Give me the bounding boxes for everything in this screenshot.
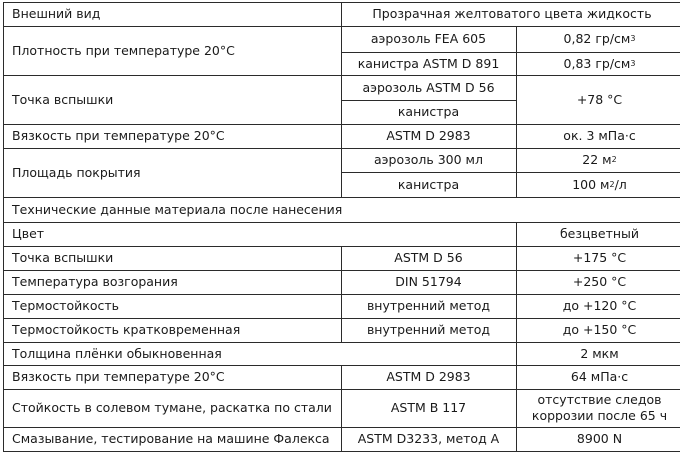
heat-resistance-label: Термостойкость xyxy=(12,298,119,314)
coverage-value-2: 100 м 2 /л xyxy=(572,176,627,192)
falex-value: 8900 N xyxy=(576,431,623,447)
viscosity-2-label: Вязкость при температуре 20°С xyxy=(12,369,225,385)
ignition-method: DIN 51794 xyxy=(395,274,462,290)
heat-resistance-value: до +120 °С xyxy=(562,298,637,314)
density-method-1: аэрозоль FEA 605 xyxy=(370,31,487,47)
coverage-label: Площадь покрытия xyxy=(12,164,141,180)
density-value-2: 0,83 гр/см 3 xyxy=(563,55,636,71)
coverage-method-2: канистра xyxy=(397,176,460,192)
flash-point-2-method: ASTM D 56 xyxy=(394,250,463,266)
technical-data-table xyxy=(3,2,680,452)
salt-spray-value xyxy=(516,389,680,427)
heat-short-label: Термостойкость кратковременная xyxy=(12,322,241,338)
appearance-value: Прозрачная желтоватого цвета жидкость xyxy=(372,6,652,22)
falex-method: ASTM D3233, метод A xyxy=(357,431,500,447)
salt-spray-label: Стойкость в солевом тумане, раскатка по стали xyxy=(12,400,332,416)
viscosity-2-method: ASTM D 2983 xyxy=(386,369,471,385)
appearance-label: Внешний вид xyxy=(12,6,101,22)
coverage-method-1: аэрозоль 300 мл xyxy=(374,152,483,168)
flash-point-value: +78 °С xyxy=(576,91,623,107)
salt-spray-value-line-2: коррозии после 65 ч xyxy=(531,408,668,423)
salt-spray-method: ASTM B 117 xyxy=(390,400,467,416)
ignition-label: Температура возгорания xyxy=(12,274,178,290)
density-method-2: канистра ASTM D 891 xyxy=(357,55,500,71)
section-heading: Технические данные материала после нанесения xyxy=(12,201,343,217)
viscosity-method: ASTM D 2983 xyxy=(386,128,471,144)
flash-point-method-2: канистра xyxy=(397,104,460,120)
color-label: Цвет xyxy=(12,226,45,242)
flash-point-label: Точка вспышки xyxy=(12,91,114,107)
film-thickness-label: Толщина плёнки обыкновенная xyxy=(12,345,222,361)
viscosity-2-value: 64 мПа·с xyxy=(570,369,629,385)
viscosity-label: Вязкость при температуре 20°С xyxy=(12,128,225,144)
viscosity-value: ок. 3 мПа·с xyxy=(563,128,636,144)
salt-spray-value-line-1: отсутствие следов xyxy=(537,392,662,408)
film-thickness-value: 2 мкм xyxy=(580,345,619,361)
ignition-value: +250 °С xyxy=(572,274,627,290)
heat-short-method: внутренний метод xyxy=(366,322,491,338)
coverage-value-1: 22 м 2 xyxy=(582,152,617,168)
heat-short-value: до +150 °С xyxy=(562,322,637,338)
flash-point-2-value: +175 °С xyxy=(572,250,627,266)
density-label: Плотность при температуре 20°С xyxy=(12,42,235,58)
flash-point-2-label: Точка вспышки xyxy=(12,250,114,266)
color-value: безцветный xyxy=(559,226,640,242)
heat-resistance-method: внутренний метод xyxy=(366,298,491,314)
flash-point-method-1: аэрозоль ASTM D 56 xyxy=(362,79,495,95)
falex-label: Смазывание, тестирование на машине Фалекса xyxy=(12,431,330,447)
density-value-1: 0,82 гр/см 3 xyxy=(563,31,636,47)
